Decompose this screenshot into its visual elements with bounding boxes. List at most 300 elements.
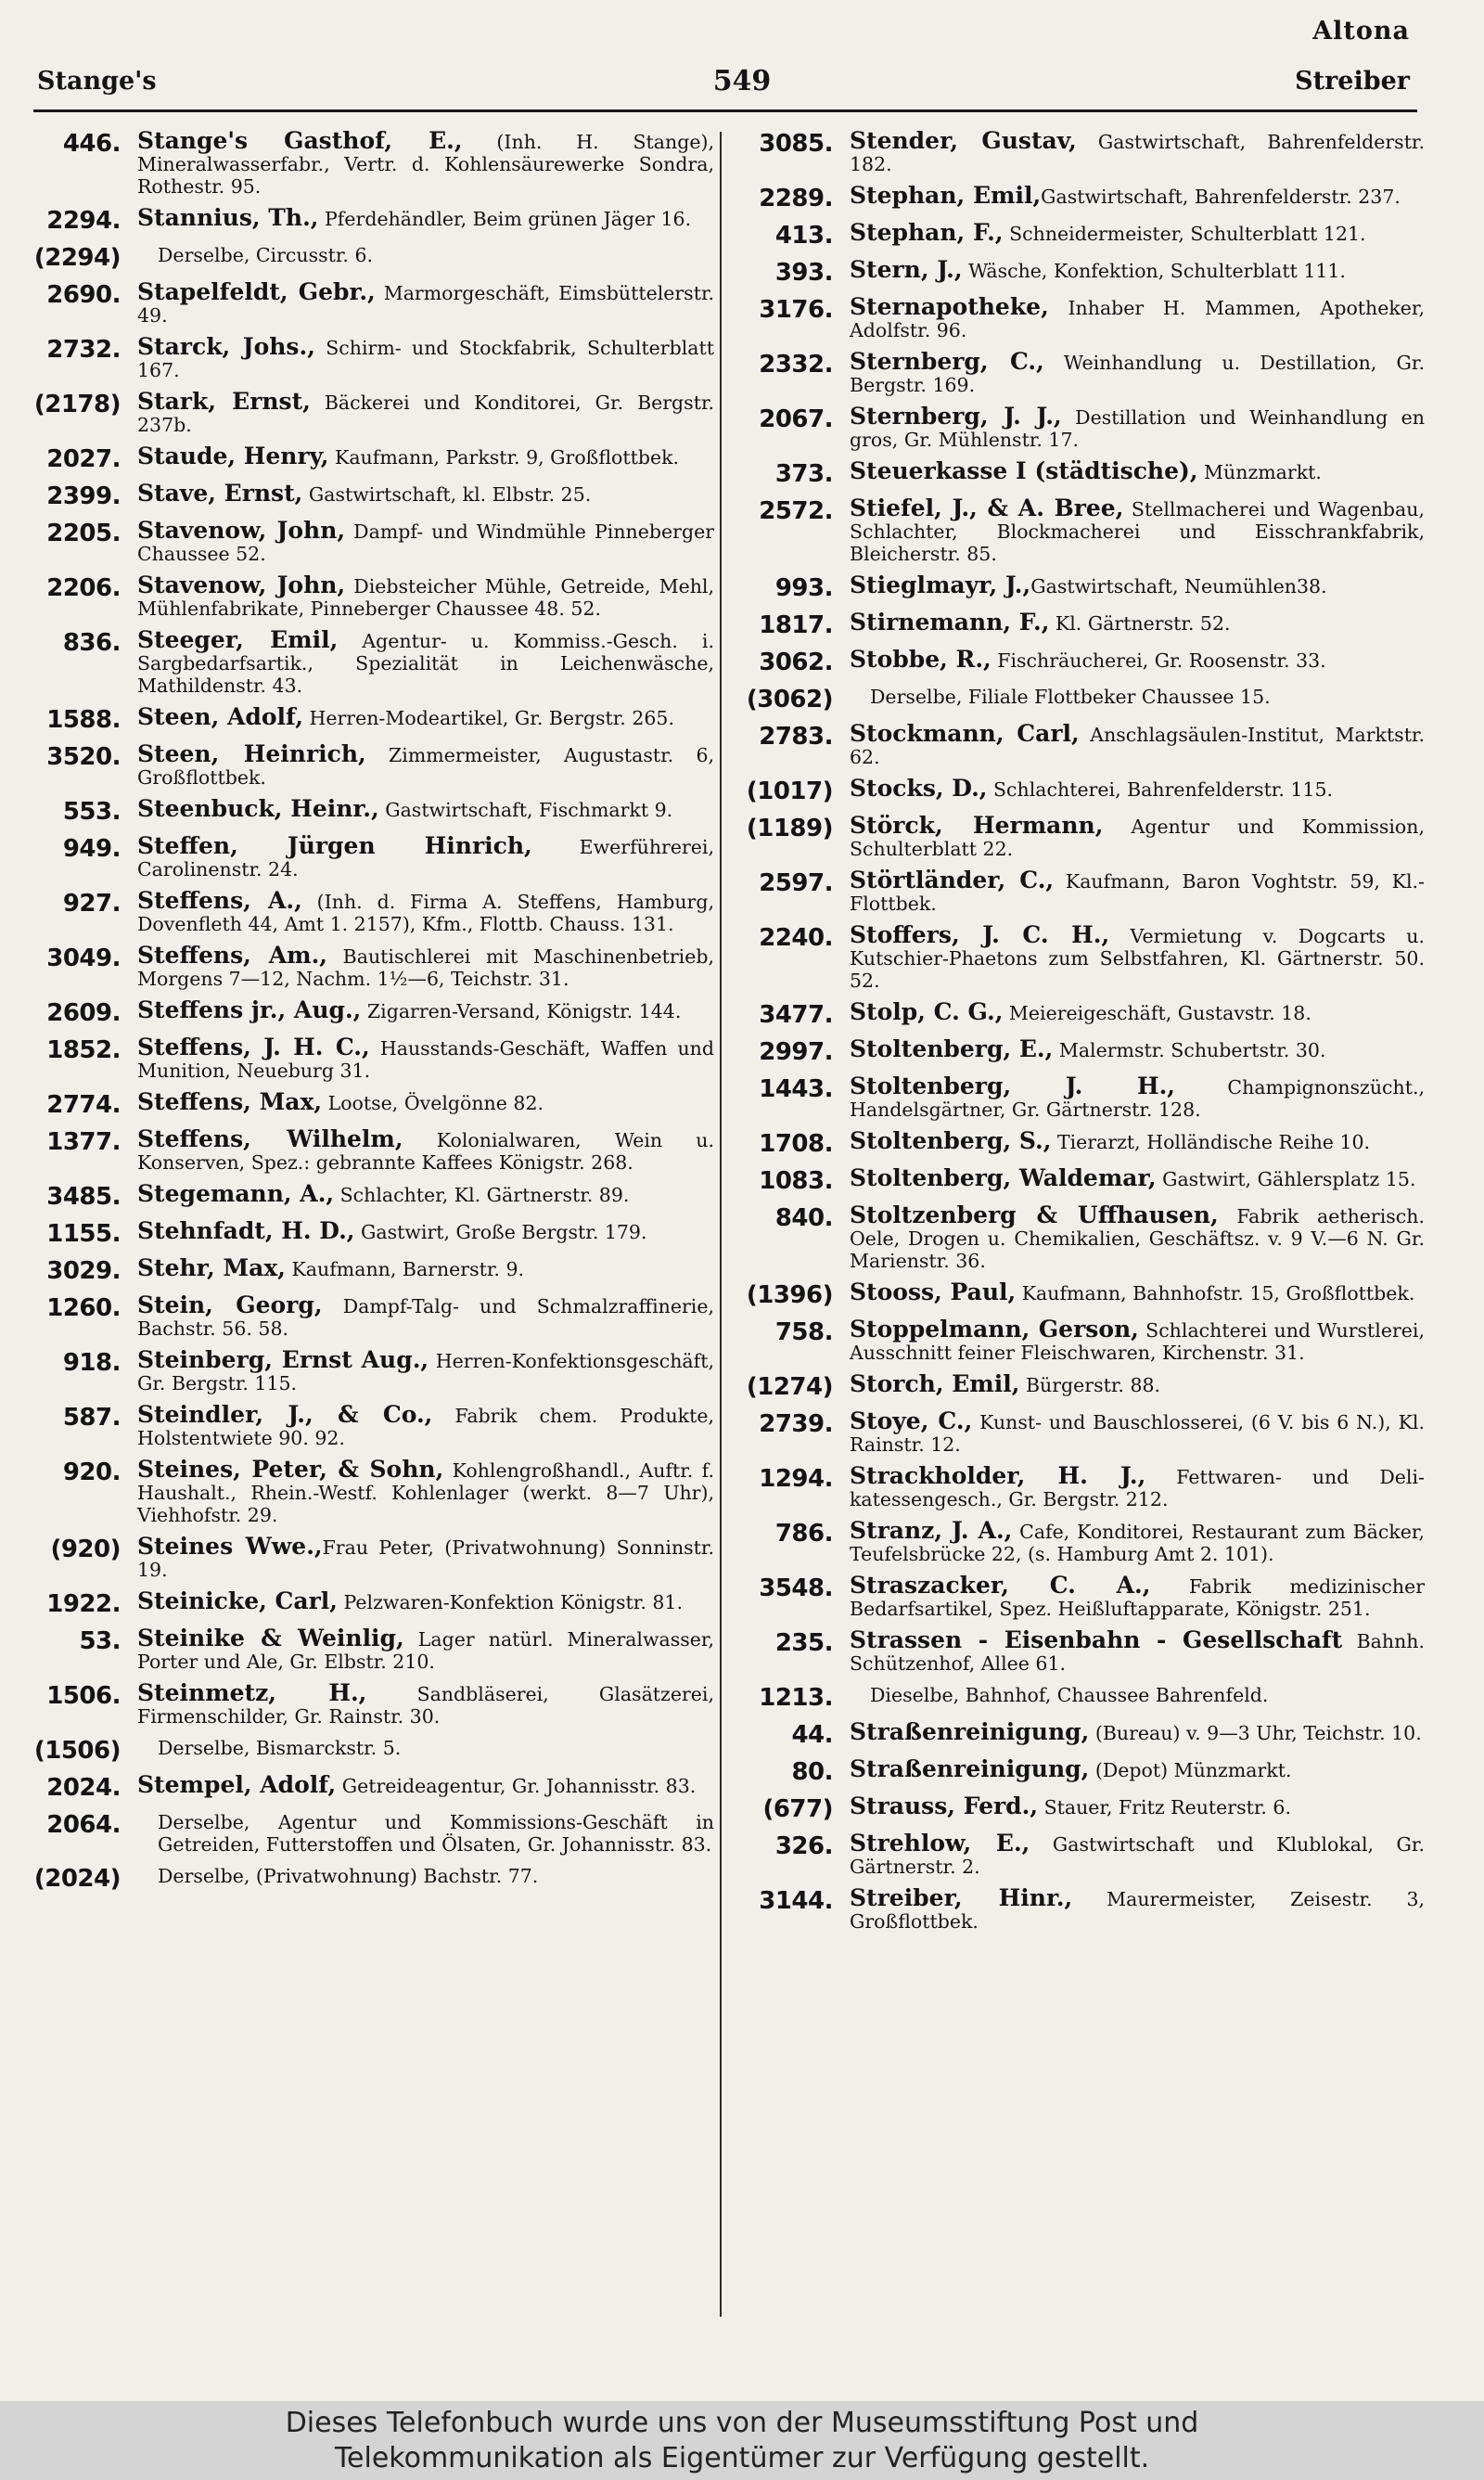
phone-number: 2690. [46,281,121,309]
entry-body [850,293,1425,341]
subscriber-details: Münzmarkt. [1197,461,1322,483]
subscriber-name: Steines Wwe., [137,1533,323,1560]
directory-entry [738,182,1425,212]
entry-body [137,1036,714,1082]
phone-number: (2294) [33,244,121,272]
subscriber-details: Kolonialwaren, Wein u. Konserven, Spez.: gebrannte Kaffees Königstr. 268. [137,1129,714,1174]
entry-body [850,1035,1425,1062]
entry-body [850,869,1425,915]
subscriber-details: Pferdehändler, Beim grünen Jäger 16. [318,208,692,230]
subscriber-name: Steinike & Weinlig, [137,1625,404,1651]
phone-number: 326. [774,1832,833,1860]
subscriber-name: Stockmann, Carl, [850,720,1080,747]
phone-number: 44. [791,1721,833,1749]
header-rule [33,109,1417,112]
directory-entry [738,1574,1425,1620]
subscriber-details: Meiereigeschäft, Gustavstr. 18. [1003,1002,1311,1024]
subscriber-details: Schneidermeister, Schulterblatt 121. [1003,223,1366,245]
entry-body [850,348,1425,396]
subscriber-name: Stiefel, J., & A. Bree, [850,495,1124,521]
phone-number: 2294. [46,207,121,235]
phone-number: 840. [774,1204,833,1232]
directory-entry [738,998,1425,1029]
phone-number: (2024) [33,1865,121,1893]
directory-entry [28,740,715,789]
entry-body [850,777,1425,801]
phone-number: 3176. [759,296,833,324]
subscriber-details: Derselbe, Filiale Flottbeker Chaussee 15. [870,686,1271,708]
subscriber-details: Derselbe, Circusstr. 6. [158,244,374,266]
subscriber-details: Hausstands-Geschäft, Waffen und Munition, Neueburg 31. [137,1037,714,1082]
subscriber-details: Tierarzt, Holländische Reihe 10. [1051,1131,1371,1153]
phone-number: 2783. [759,723,833,751]
directory-entry [738,219,1425,250]
directory-entry [28,1533,714,1581]
directory-entry [28,1291,714,1340]
subscriber-details: Derselbe, (Privatwohnung) Bachstr. 77. [158,1865,539,1887]
entry-body [137,574,714,620]
phone-number: 920. [62,1458,121,1486]
page-number: 549 [712,65,772,97]
subscriber-details: Agentur und Kommission, Schulterblatt 22. [850,816,1425,860]
entry-body [137,1291,714,1340]
directory-entry [28,1180,714,1211]
directory-entry [738,405,1425,451]
subscriber-name: Strassen - Eisenbahn - Gesellschaft [850,1626,1343,1653]
entry-body [850,1684,1425,1706]
phone-number: 758. [774,1318,833,1346]
phone-number: (677) [762,1795,833,1823]
entry-body [850,1626,1425,1675]
phone-number: 587. [62,1404,121,1432]
subscriber-details: Gastwirtschaft, kl. Elbstr. 25. [302,483,592,506]
directory-entry [28,244,714,272]
phone-number: (1189) [746,815,833,842]
subscriber-details: Schlachterei und Wurstlerei, Ausschnitt feiner Fleischwaren, Kirchenstr. 31. [850,1319,1425,1364]
subscriber-name: Stoltenberg, J. H., [850,1073,1175,1099]
left-column [28,127,715,1902]
entry-body [137,244,714,266]
entry-body [850,611,1425,635]
entry-body [137,1679,714,1728]
directory-entry [738,921,1425,992]
phone-number: 2572. [759,497,833,525]
directory-entry [738,812,1425,860]
subscriber-details: Fabrik aetherisch. Oele, Drogen u. Chemikalien, Geschäftsz. v. 9 V.—6 N. Gr. Marienstr. 36. [850,1205,1425,1272]
subscriber-details: Malermstr. Schubertstr. 30. [1053,1039,1326,1061]
subscriber-name: Straßenreinigung, [850,1718,1090,1745]
entry-body [850,998,1425,1025]
subscriber-details: Bautischlerei mit Maschinenbetrieb, Morgens 7—12, Nachm. 1½—6, Teichstr. 31. [137,945,714,990]
entry-body [137,517,714,565]
subscriber-name: Stooss, Paul, [850,1279,1017,1305]
phone-number: 1922. [46,1590,121,1618]
subscriber-name: Sternberg, J. J., [850,403,1062,430]
entry-body [850,1407,1426,1456]
entry-body [850,1370,1425,1397]
subscriber-details: Schirm- und Stockfabrik, Schulterblatt 167. [137,337,714,381]
subscriber-details: Kaufmann, Bahnhofstr. 15, Großflottbek. [1016,1282,1415,1304]
subscriber-details: Herren-Konfektionsgeschäft, Gr. Bergstr. 115. [137,1350,714,1394]
phone-number: 3477. [759,1001,833,1029]
entry-body [137,996,714,1023]
subscriber-details: Inhaber H. Mammen, Apotheker, Adolfstr. 96. [850,297,1425,341]
phone-number: 1377. [46,1128,121,1156]
entry-body [137,1401,714,1449]
subscriber-details: Zimmermeister, Augustastr. 6, Großflottbek. [137,744,715,789]
directory-entry [28,1679,714,1728]
entry-body [850,1517,1425,1565]
subscriber-name: Steffens, A., [137,887,302,914]
phone-number: 3062. [759,649,833,676]
entry-body [137,703,714,730]
entry-body [850,405,1425,451]
entry-body [850,219,1425,246]
subscriber-details: Vermietung v. Dogcarts u. Kutschier-Phaetons zum Selbstfahren, Kl. Gärtnerstr. 50. 52. [850,925,1425,992]
directory-entry [28,1217,714,1248]
directory-entry [738,1127,1425,1158]
phone-number: 80. [791,1758,833,1786]
phone-number: 2027. [46,445,121,473]
entry-body [137,887,714,935]
subscriber-details: Diebsteicher Mühle, Getreide, Mehl, Mühlenfabrikate, Pinneberger Chaussee 48. 52. [137,575,714,620]
subscriber-name: Steffens jr., Aug., [137,996,362,1023]
subscriber-name: Staude, Henry, [137,443,329,469]
subscriber-details: Lager natürl. Mineralwasser, Porter und Ale, Gr. Elbstr. 210. [137,1628,714,1673]
phone-number: 235. [774,1629,833,1657]
phone-number: 2597. [759,869,833,897]
footer-line-1: Dieses Telefonbuch wurde uns von der Museumsstiftung Post und [285,2407,1199,2439]
subscriber-details: Gastwirtschaft, Bahrenfelderstr. 182. [850,131,1425,175]
directory-entry [28,626,715,697]
entry-body [137,1771,714,1798]
entry-body [850,457,1425,484]
entry-body [137,795,714,822]
entry-body [850,812,1425,860]
subscriber-name: Stieglmayr, J., [850,572,1031,598]
phone-number: (1506) [33,1737,121,1765]
directory-entry [738,1684,1425,1712]
phone-number: 2206. [46,574,121,602]
subscriber-name: Stavenow, John, [137,572,346,598]
subscriber-details: Gastwirtschaft und Klublokal, Gr. Gärtnerstr. 2. [850,1833,1425,1878]
directory-entry [738,1718,1425,1749]
subscriber-details: (Inh. d. Firma A. Steffens, Hamburg, Dovenfleth 44, Amt 1. 2157), Kfm., Flottb. Chauss. 131. [137,891,714,935]
directory-entry [28,887,714,935]
phone-number: 2332. [759,351,833,379]
subscriber-name: Stegemann, A., [137,1180,335,1207]
directory-entry [738,1795,1425,1823]
subscriber-details: Lootse, Övelgönne 82. [322,1092,544,1114]
phone-number: 1708. [759,1130,833,1158]
directory-entry [738,1281,1425,1309]
subscriber-name: Steenbuck, Heinr., [137,795,379,822]
subscriber-details: Sandbläserei, Glasätzerei, Firmenschilder, Gr. Rainstr. 30. [137,1683,714,1728]
subscriber-details: Agentur- u. Kommiss.-Gesch. i. Sargbedarfsartik., Spezialität in Leichenwäsche, Mathildenstr. 43. [137,630,715,697]
subscriber-details: Kaufmann, Baron Voghtstr. 59, Kl.-Flottbek. [850,870,1425,915]
subscriber-details: Weinhandlung u. Destillation, Gr. Bergstr. 169. [850,352,1425,396]
entry-body [850,1164,1425,1191]
entry-body [137,1254,714,1281]
subscriber-name: Steeger, Emil, [137,626,339,653]
archive-footer [0,2401,1484,2480]
entry-body [850,1075,1425,1121]
directory-entry [738,497,1425,565]
entry-body [850,1127,1425,1154]
directory-entry [738,1370,1425,1401]
phone-number: 1506. [46,1682,121,1710]
subscriber-name: Stapelfeldt, Gebr., [137,278,376,305]
subscriber-details: Kl. Gärtnerstr. 52. [1049,612,1231,635]
subscriber-name: Störtländer, C., [850,867,1055,893]
phone-number: 3548. [759,1574,833,1602]
subscriber-name: Steffens, Am., [137,942,327,969]
entry-body [137,1627,714,1673]
subscriber-name: Stephan, F., [850,219,1004,246]
phone-number: 3520. [46,743,121,771]
entry-body [850,921,1425,992]
directory-entry [28,1811,714,1856]
directory-entry [28,1346,714,1394]
entry-body [137,740,715,789]
subscriber-details: Bürgerstr. 88. [1019,1374,1161,1396]
subscriber-name: Stannius, Th., [137,204,319,231]
subscriber-name: Streiber, Hinr., [850,1884,1073,1911]
phone-number: 2289. [759,185,833,212]
phone-number: 2067. [759,405,833,433]
directory-entry [28,832,714,880]
entry-body [850,1755,1425,1782]
entry-body [850,182,1425,209]
subscriber-details: Fabrik medizinischer Bedarfsartikel, Spez. Heißluftapparate, Königstr. 251. [850,1575,1425,1620]
entry-body [137,944,714,990]
directory-entry [738,1035,1425,1066]
subscriber-details: Schlachter, Kl. Gärtnerstr. 89. [334,1184,630,1206]
entry-body [137,1458,714,1526]
footer-line-2: Telekommunikation als Eigentümer zur Verfügung gestellt. [334,2442,1150,2474]
subscriber-details: Fabrik chem. Produkte, Holstentwiete 90. 92. [137,1405,714,1449]
subscriber-details: Destillation und Weinhandlung en gros, Gr. Mühlenstr. 17. [850,406,1425,451]
phone-number: (1274) [746,1373,833,1401]
directory-entry [28,278,715,327]
subscriber-name: Steffen, Jürgen Hinrich, [137,832,532,859]
phone-number: 927. [62,890,121,918]
phone-number: 1083. [759,1167,833,1195]
directory-entry [28,1401,714,1449]
directory-entry [738,1884,1425,1933]
directory-entry [738,1075,1425,1121]
directory-entry [28,127,714,198]
directory-entry [28,388,715,436]
subscriber-details: Bahnh. Schützenhof, Allee 61. [850,1630,1425,1675]
subscriber-details: (Bureau) v. 9—3 Uhr, Teichstr. 10. [1089,1722,1422,1744]
entry-body [850,1574,1425,1620]
phone-number: 949. [62,835,121,863]
subscriber-name: Sternapotheke, [850,293,1049,320]
subscriber-details: Getreideagentur, Gr. Johannisstr. 83. [336,1775,697,1797]
directory-entry [28,1771,714,1802]
subscriber-name: Stocks, D., [850,775,988,802]
subscriber-name: Stoltenberg, S., [850,1127,1052,1154]
column-divider [720,132,722,2317]
entry-body [137,1088,714,1115]
phone-number: 2732. [46,336,121,364]
subscriber-details: Derselbe, Agentur und Kommissions-Geschäft in Getreiden, Futterstoffen und Ölsaten, Gr. Johannisstr. 83. [158,1811,714,1856]
entry-body [137,278,715,327]
directory-entry [28,944,714,990]
directory-entry [738,1201,1425,1272]
entry-body [137,445,714,469]
subscriber-details: Gastwirtschaft, Fischmarkt 9. [378,799,673,821]
subscriber-name: Stempel, Adolf, [137,1771,337,1798]
subscriber-name: Steffens, Wilhelm, [137,1125,403,1152]
subscriber-name: Stirnemann, F., [850,609,1050,636]
subscriber-details: Gastwirtschaft, Neumühlen38. [1030,575,1327,598]
subscriber-details: Gastwirt, Gählersplatz 15. [1156,1168,1416,1190]
last-entry-header: Streiber [1295,67,1410,96]
phone-number: (3062) [746,686,833,713]
subscriber-details: Wäsche, Konfektion, Schulterblatt 111. [962,260,1346,282]
directory-entry [28,1737,714,1765]
phone-number: 3049. [46,944,121,972]
phone-number: 53. [79,1627,121,1655]
subscriber-details: Stauer, Fritz Reuterstr. 6. [1038,1796,1291,1818]
phone-number: 836. [62,629,121,657]
subscriber-name: Steinmetz, H., [137,1679,367,1706]
phone-number: 2774. [46,1091,121,1119]
directory-entry [28,445,714,473]
directory-entry [738,646,1425,676]
phone-number: 993. [774,574,833,602]
subscriber-name: Stange's Gasthof, E., [137,127,463,154]
entry-body [137,388,715,436]
subscriber-name: Steindler, J., & Co., [137,1401,433,1428]
subscriber-details: Bäckerei und Konditorei, Gr. Bergstr. 237b. [137,392,715,436]
subscriber-details: Anschlagsäulen-Institut, Marktstr. 62. [850,724,1425,768]
subscriber-name: Stavenow, John, [137,517,346,544]
subscriber-details: Kunst- und Bauschlosserei, (6 V. bis 6 N.), Kl. Rainstr. 12. [850,1411,1426,1456]
subscriber-details: Fettwaren- und Delikatessengesch., Gr. Bergstr. 212. [850,1466,1425,1510]
phone-number: 553. [62,798,121,826]
phone-number: 1294. [759,1465,833,1493]
subscriber-details: Kohlengroßhandl., Auftr. f. Haushalt., Rhein.-Westf. Kohlenlager (werkt. 8—7 Uhr), Viehhofstr. 29. [137,1459,714,1526]
directory-entry [738,777,1425,805]
subscriber-details: (Inh. H. Stange), Mineralwasserfabr., Vertr. d. Kohlensäurewerke Sondra, Rothestr. 95. [137,131,714,198]
phone-number: (1017) [746,777,833,805]
directory-entry [28,996,714,1027]
entry-body [137,1180,714,1207]
subscriber-name: Storch, Emil, [850,1370,1020,1397]
phone-number: 413. [774,222,833,250]
phone-number: 1588. [46,706,121,734]
entry-body [850,1281,1425,1304]
entry-body [137,482,714,506]
phone-number: 3029. [46,1257,121,1285]
subscriber-name: Steffens, Max, [137,1088,323,1115]
subscriber-details: Frau Peter, (Privatwohnung) Sonninstr. 19. [137,1536,714,1581]
phone-number: 446. [62,130,121,158]
entry-body [137,1125,714,1174]
phone-number: 1443. [759,1075,833,1103]
phone-number: 2240. [759,924,833,952]
directory-entry [28,1587,714,1618]
subscriber-name: Steen, Adolf, [137,703,303,730]
subscriber-details: Cafe, Konditorei, Restaurant zum Bäcker, Teufelsbrücke 22, (s. Hamburg Amt 2. 101). [850,1521,1425,1565]
subscriber-name: Stoltenberg, E., [850,1035,1054,1062]
subscriber-details: Dampf- und Windmühle Pinneberger Chaussee 52. [137,520,714,565]
subscriber-details: Fischräucherei, Gr. Roosenstr. 33. [991,649,1326,672]
entry-body [850,1318,1425,1364]
subscriber-details: Gastwirt, Große Bergstr. 179. [354,1221,647,1243]
entry-body [137,127,714,198]
entry-body [137,1346,714,1394]
directory-entry [28,1036,714,1082]
entry-body [850,1201,1425,1272]
entry-body [137,1587,714,1614]
directory-entry [28,703,714,734]
subscriber-details: Marmorgeschäft, Eimsbüttelerstr. 49. [137,282,715,327]
directory-entry [738,127,1425,175]
subscriber-details: Schlachterei, Bahrenfelderstr. 115. [987,778,1334,801]
phone-number: (920) [50,1536,121,1563]
directory-entry [28,1458,714,1526]
subscriber-details: Zigarren-Versand, Königstr. 144. [361,1000,682,1022]
directory-entry [738,611,1425,639]
subscriber-details: Kaufmann, Parkstr. 9, Großflottbek. [328,446,680,469]
subscriber-name: Stoye, C., [850,1407,973,1434]
directory-entry [738,348,1425,396]
phone-number: 373. [774,460,833,488]
phone-number: 2024. [46,1774,121,1802]
subscriber-name: Stehnfadt, H. D., [137,1217,355,1244]
phone-number: 1213. [759,1684,833,1712]
directory-entry [738,1832,1425,1878]
subscriber-name: Strackholder, H. J., [850,1462,1146,1489]
subscriber-name: Steines, Peter, & Sohn, [137,1456,444,1483]
subscriber-name: Stoppelmann, Gerson, [850,1316,1139,1343]
subscriber-name: Stehr, Max, [137,1254,286,1281]
phone-number: (1396) [746,1281,833,1309]
subscriber-details: Ewerführerei, Carolinenstr. 24. [137,836,714,880]
subscriber-name: Steuerkasse I (städtische), [850,457,1198,484]
entry-body [850,1718,1425,1745]
subscriber-name: Stark, Ernst, [137,388,311,415]
directory-entry [738,686,1425,713]
entry-body [137,333,714,381]
subscriber-details: Dampf-Talg- und Schmalzraffinerie, Bachstr. 56. 58. [137,1295,714,1340]
entry-body [137,626,715,697]
entry-body [137,1217,714,1244]
subscriber-name: Stranz, J. A., [850,1517,1013,1544]
entry-body [850,1795,1425,1818]
subscriber-name: Steffens, J. H. C., [137,1034,370,1060]
entry-body [850,497,1425,565]
subscriber-name: Stoltenberg, Waldemar, [850,1164,1157,1191]
phone-number: 1260. [46,1294,121,1322]
entry-body [137,1737,714,1759]
entry-body [850,720,1425,768]
subscriber-details: Stellmacherei und Wagenbau, Schlachter, Blockmacherei und Eisschrankfabrik, Bleicherstr. 85. [850,498,1425,565]
entry-body [137,1533,714,1581]
directory-entry [28,574,714,620]
subscriber-details: Derselbe, Bismarckstr. 5. [158,1737,402,1759]
entry-body [850,574,1425,598]
directory-entry [738,574,1425,602]
directory-entry [738,1164,1425,1195]
directory-entry [738,1626,1425,1675]
directory-entry [738,869,1425,915]
directory-entry [28,1627,714,1673]
